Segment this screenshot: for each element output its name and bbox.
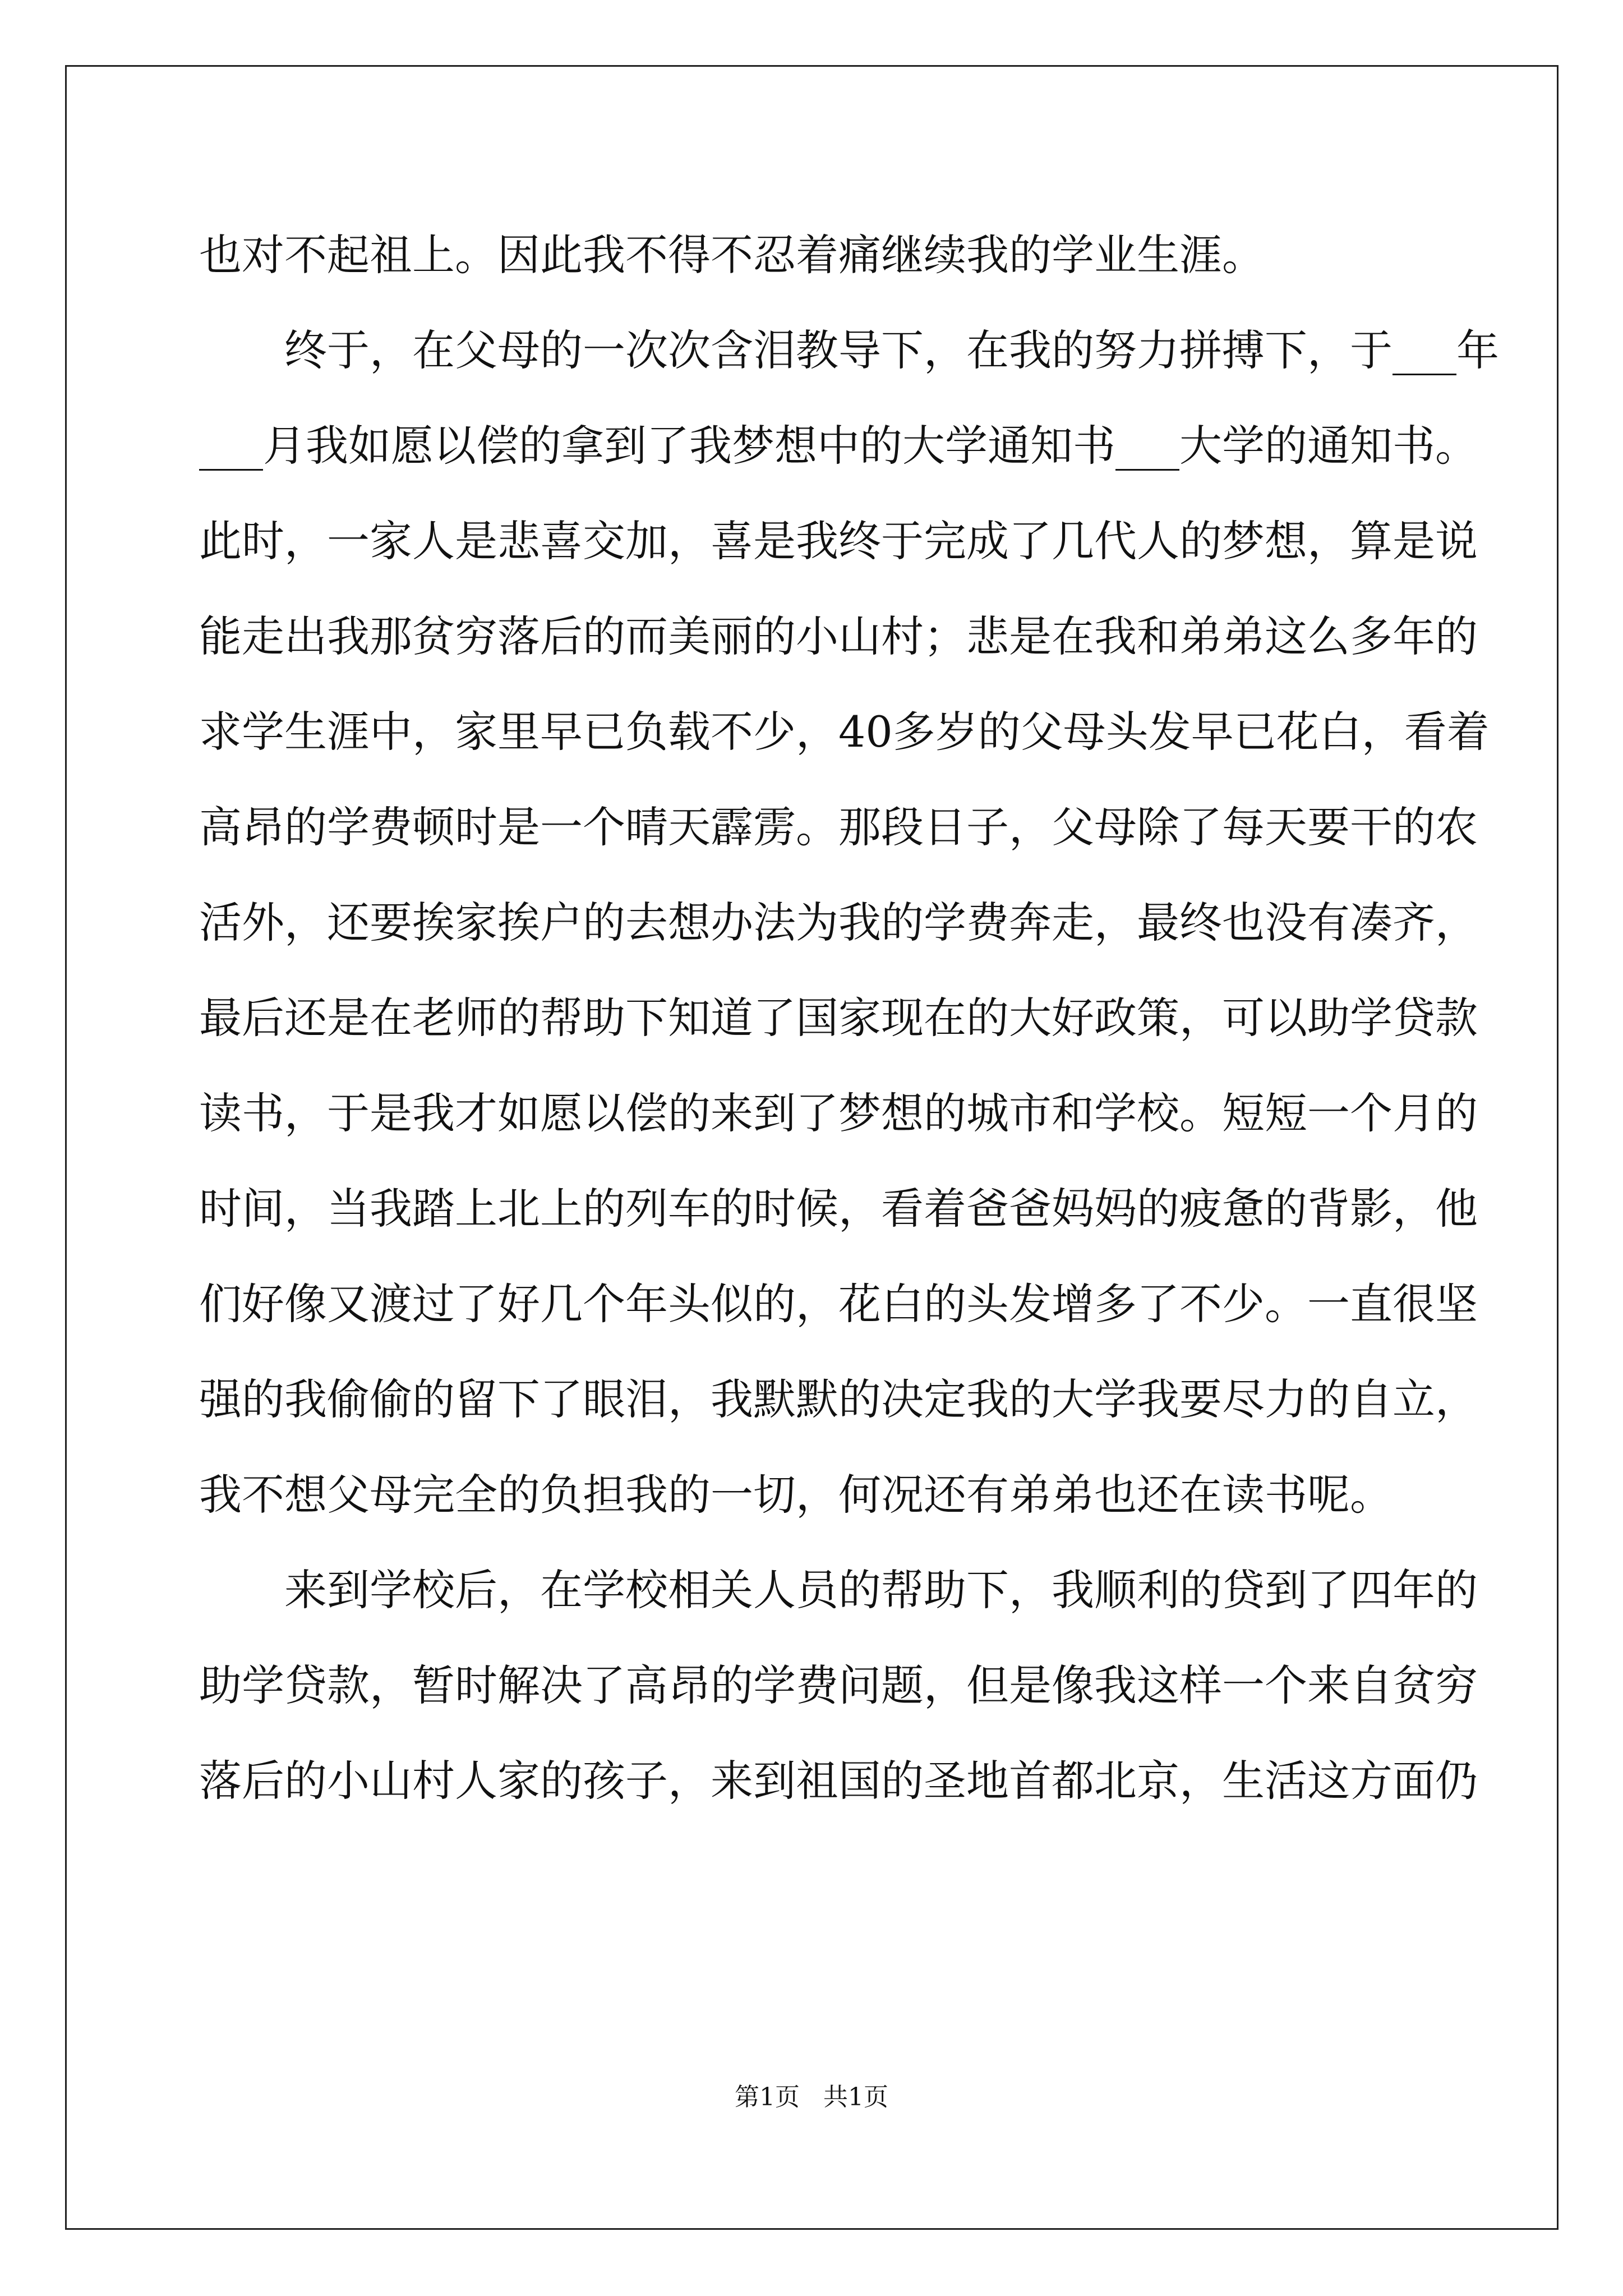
text-line: 时间，当我踏上北上的列车的时候，看着爸爸妈妈的疲惫的背影，他 (199, 1184, 1478, 1234)
text-line: 高昂的学费顿时是一个晴天霹雳。那段日子，父母除了每天要干的农 (199, 802, 1478, 852)
text-line: 来到学校后，在学校相关人员的帮助下，我顺利的贷到了四年的 (284, 1565, 1478, 1615)
text-line: 落后的小山村人家的孩子，来到祖国的圣地首都北京，生活这方面仍 (199, 1756, 1478, 1806)
text-line: 此时，一家人是悲喜交加，喜是我终于完成了几代人的梦想，算是说 (199, 516, 1478, 566)
text-line: 活外，还要挨家挨户的去想办法为我的学费奔走，最终也没有凑齐， (199, 898, 1478, 947)
text-line: 们好像又渡过了好几个年头似的，花白的头发增多了不少。一直很坚 (199, 1279, 1478, 1329)
text-line: ___月我如愿以偿的拿到了我梦想中的大学通知书___大学的通知书。 (199, 421, 1478, 471)
text-line: 最后还是在老师的帮助下知道了国家现在的大好政策，可以助学贷款 (199, 993, 1478, 1043)
text-line: 求学生涯中，家里早已负载不少，40多岁的父母头发早已花白，看着 (199, 707, 1490, 757)
text-line: 也对不起祖上。因此我不得不忍着痛继续我的学业生涯。 (199, 230, 1265, 280)
page-number-footer: 第1页 共1页 (735, 2083, 888, 2111)
document-body (199, 208, 1499, 1829)
text-line: 我不想父母完全的负担我的一切，何况还有弟弟也还在读书呢。 (199, 1470, 1393, 1520)
text-line: 读书，于是我才如愿以偿的来到了梦想的城市和学校。短短一个月的 (199, 1088, 1478, 1138)
text-line: 终于，在父母的一次次含泪教导下，在我的努力拼搏下，于___年 (284, 325, 1499, 375)
text-line: 能走出我那贫穷落后的而美丽的小山村；悲是在我和弟弟这么多年的 (199, 611, 1478, 661)
text-line: 助学贷款，暂时解决了高昂的学费问题，但是像我这样一个来自贫穷 (199, 1660, 1478, 1710)
text-line: 强的我偷偷的留下了眼泪，我默默的决定我的大学我要尽力的自立， (199, 1374, 1478, 1424)
